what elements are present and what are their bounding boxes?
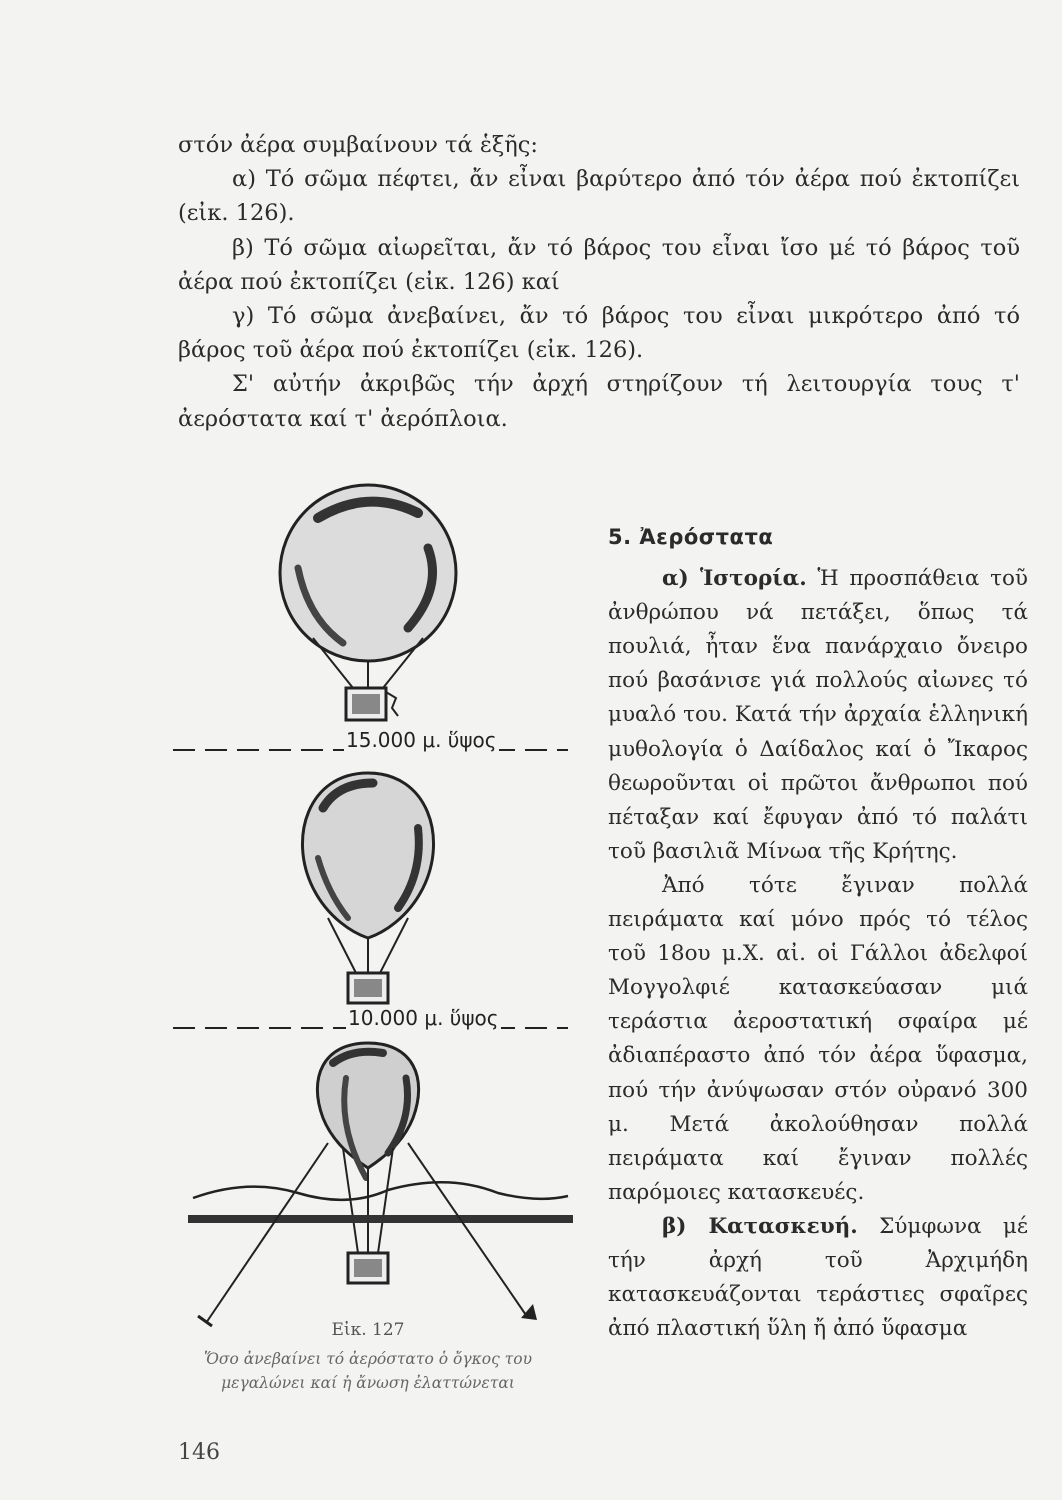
altitude-label-high: 15.000 μ. ὕψος [346, 728, 497, 752]
figure-caption: Ὅσο ἀνεβαίνει τό ἀερόστατο ὁ ὄγκος του μεγαλώνει καί ἡ ἄνωση ἐλαττώνεται [203, 1350, 533, 1392]
paragraph-montgolfier: Ἀπό τότε ἔγιναν πολλά πειράματα καί μόνο πρός τό τέλος τοῦ 18ου μ.Χ. αἰ. οἱ Γάλλοι ἀδελφοί Μογγολφιέ κατασκεύασαν μιά τεράστια ἀεροστατική σφαίρα μέ ἀδιαπέραστο ἀπό τόν ἀέρα ὕφασμα, πού τήν ἀνύψωσαν στόν οὐρανό 300 μ. Μετά ἀκολούθησαν πολλά πειράματα καί ἔγιναν πολλές παρόμοιες κατασκευές. [608, 872, 1028, 1205]
paragraph-b: β) Τό σῶμα αἰωρεῖται, ἄν τό βάρος του εἶναι ἴσο μέ τό βάρος τοῦ ἀέρα πού ἐκτοπίζει (εἰκ. 126) καί [178, 234, 1020, 295]
balloon-mid [302, 773, 433, 1003]
balloon-ground [188, 1043, 573, 1326]
construction-text: Σύμφωνα μέ τήν ἀρχή τοῦ Ἀρχιμήδη κατασκευάζονται τεράστιες σφαῖρες ἀπό πλαστική ὕλη ἤ ἀπό ὕφασμα [608, 1213, 1028, 1342]
history-label: α) Ἱστορία. [662, 566, 807, 592]
balloon-high [280, 485, 456, 720]
paragraph-intro: στόν ἀέρα συμβαίνουν τά ἑξῆς: [178, 132, 538, 158]
paragraph-history [608, 562, 1028, 869]
section-column [608, 520, 1028, 1346]
paragraph-principle: Σ' αὐτήν ἀκριβῶς τήν ἀρχή στηρίζουν τή λειτουργία τους τ' ἀερόστατα καί τ' ἀερόπλοια. [178, 371, 1020, 432]
construction-label: β) Κατασκευή. [662, 1213, 858, 1239]
balloon-illustration [168, 478, 583, 1328]
figure-number: Εἰκ. 127 [331, 1320, 405, 1340]
altitude-label-mid: 10.000 μ. ὕψος [348, 1006, 499, 1030]
paragraph-c: γ) Τό σῶμα ἀνεβαίνει, ἄν τό βάρος του εἶναι μικρότερο ἀπό τό βάρος τοῦ ἀέρα πού ἐκτοπίζει (εἰκ. 126). [178, 303, 1020, 364]
balloon-figure [168, 478, 583, 1398]
paragraph-construction [608, 1210, 1028, 1346]
history-text: Ἡ προσπάθεια τοῦ ἀνθρώπου νά πετάξει, ὅπως τά πουλιά, ἦταν ἕνα πανάρχαιο ὄνειρο πού βασάνισε γιά πολλούς αἰωνες τό μυαλό του. Κατά τήν ἀρχαία ἑλληνική μυθολογία ὁ Δαίδαλος καί ὁ Ἴκαρος θεωροῦνται οἱ πρῶτοι ἄνθρωποι πού πέταξαν καί ἔφυγαν ἀπό τό παλάτι τοῦ βασιλιᾶ Μίνωα τῆς Κρήτης. [608, 566, 1028, 864]
section-title: 5. Ἀερόστατα [608, 525, 774, 549]
page-number: 146 [178, 1440, 220, 1465]
intro-text [178, 128, 1020, 436]
paragraph-a: α) Τό σῶμα πέφτει, ἄν εἶναι βαρύτερο ἀπό τόν ἀέρα πού ἐκτοπίζει (εἰκ. 126). [178, 166, 1020, 227]
